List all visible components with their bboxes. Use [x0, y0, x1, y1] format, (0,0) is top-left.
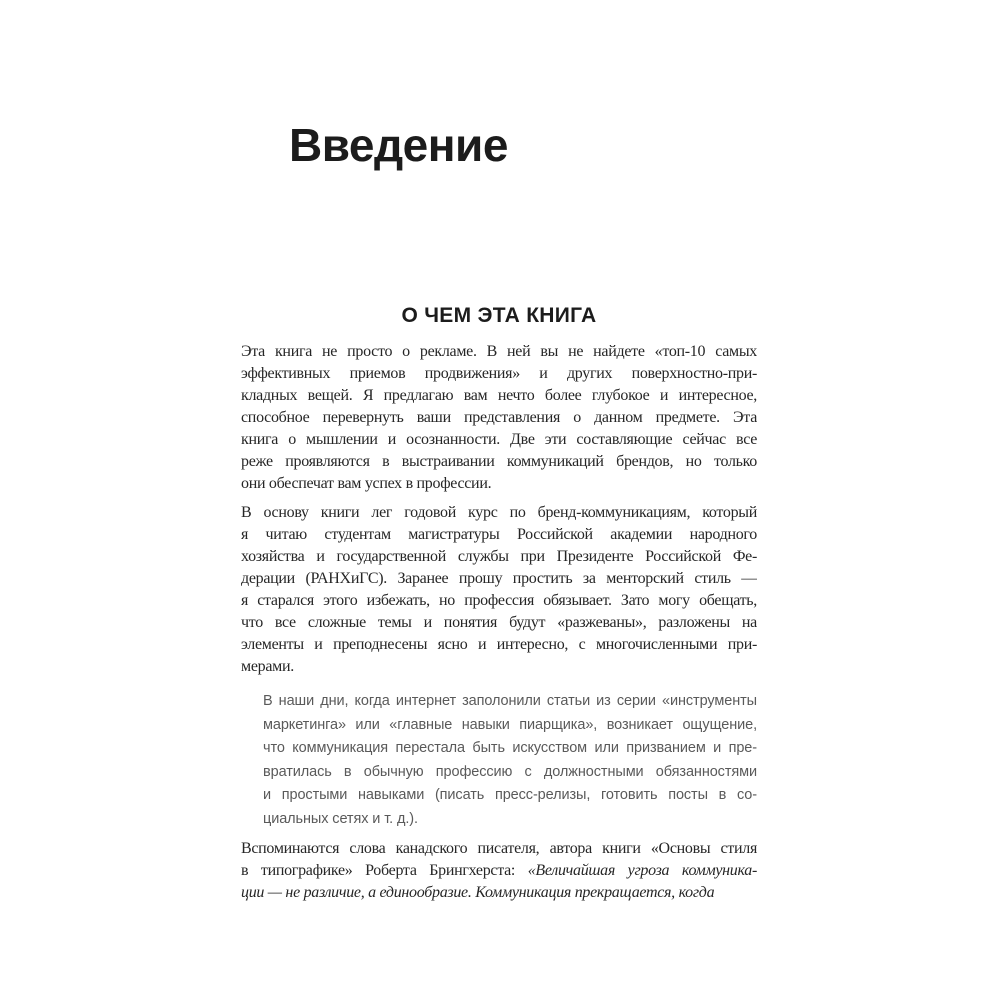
text-segment: Вспоминаются слова канадского писателя, автора книги «Основы стиля [241, 840, 757, 857]
text-line: они обеспечат вам успех в профессии. [241, 475, 492, 492]
paragraph-intro [241, 341, 757, 495]
chapter-title: Введение [289, 119, 508, 171]
text-line [241, 882, 757, 904]
block-quote [263, 690, 757, 831]
text-line: что коммуникация перестала быть искусством или призванием и пре- [263, 740, 757, 756]
text-line: В наши дни, когда интернет заполонили статьи из серии «инструменты [263, 693, 757, 709]
text-line: книга о мышлении и осознанности. Две эти составляющие сейчас все [241, 431, 757, 448]
text-segment: в типографике» Роберта Брингхерста: [241, 862, 528, 879]
paragraph-bringhurst [241, 838, 757, 904]
text-line: эффективных приемов продвижения» и других поверхностно-при- [241, 365, 757, 382]
italic-quote-text: «Величайшая угроза коммуника- [527, 862, 757, 879]
text-line: элементы и преподнесены ясно и интересно, с многочисленными при- [241, 636, 757, 653]
text-line: мерами. [241, 658, 294, 675]
text-line: реже проявляются в выстраивании коммуникаций брендов, но только [241, 453, 757, 470]
text-line: я старался этого избежать, но профессия обязывает. Зато могу обещать, [241, 592, 757, 609]
text-line [241, 838, 757, 860]
text-line: я читаю студентам магистратуры Российской академии народного [241, 526, 757, 543]
text-line: циальных сетях и т. д.). [263, 810, 418, 827]
text-line: и простыми навыками (писать пресс-релизы, готовить посты в со- [263, 787, 757, 803]
text-line: вратилась в обычную профессию с должностными обязанностями [263, 763, 757, 780]
text-line: кладных вещей. Я предлагаю вам нечто более глубокое и интересное, [241, 387, 757, 404]
section-heading: О ЧЕМ ЭТА КНИГА [401, 304, 597, 327]
paragraph-course [241, 502, 757, 678]
text-line: Эта книга не просто о рекламе. В ней вы не найдете «топ-10 самых [241, 343, 757, 360]
text-line: В основу книги лег годовой курс по бренд-коммуникациям, который [241, 504, 757, 521]
text-line: способное перевернуть ваши представления о данном предмете. Эта [241, 409, 757, 426]
text-line: дерации (РАНХиГС). Заранее прошу простить за менторский стиль — [241, 570, 757, 587]
text-line: хозяйства и государственной службы при Президенте Российской Фе- [241, 548, 757, 565]
text-line: что все сложные темы и понятия будут «разжеваны», разложены на [241, 614, 757, 631]
text-line [241, 860, 757, 882]
text-line: маркетинга» или «главные навыки пиарщика», возникает ощущение, [263, 716, 757, 733]
italic-quote-text: ции — не различие, а единообразие. Коммуникация прекращается, когда [241, 884, 715, 901]
